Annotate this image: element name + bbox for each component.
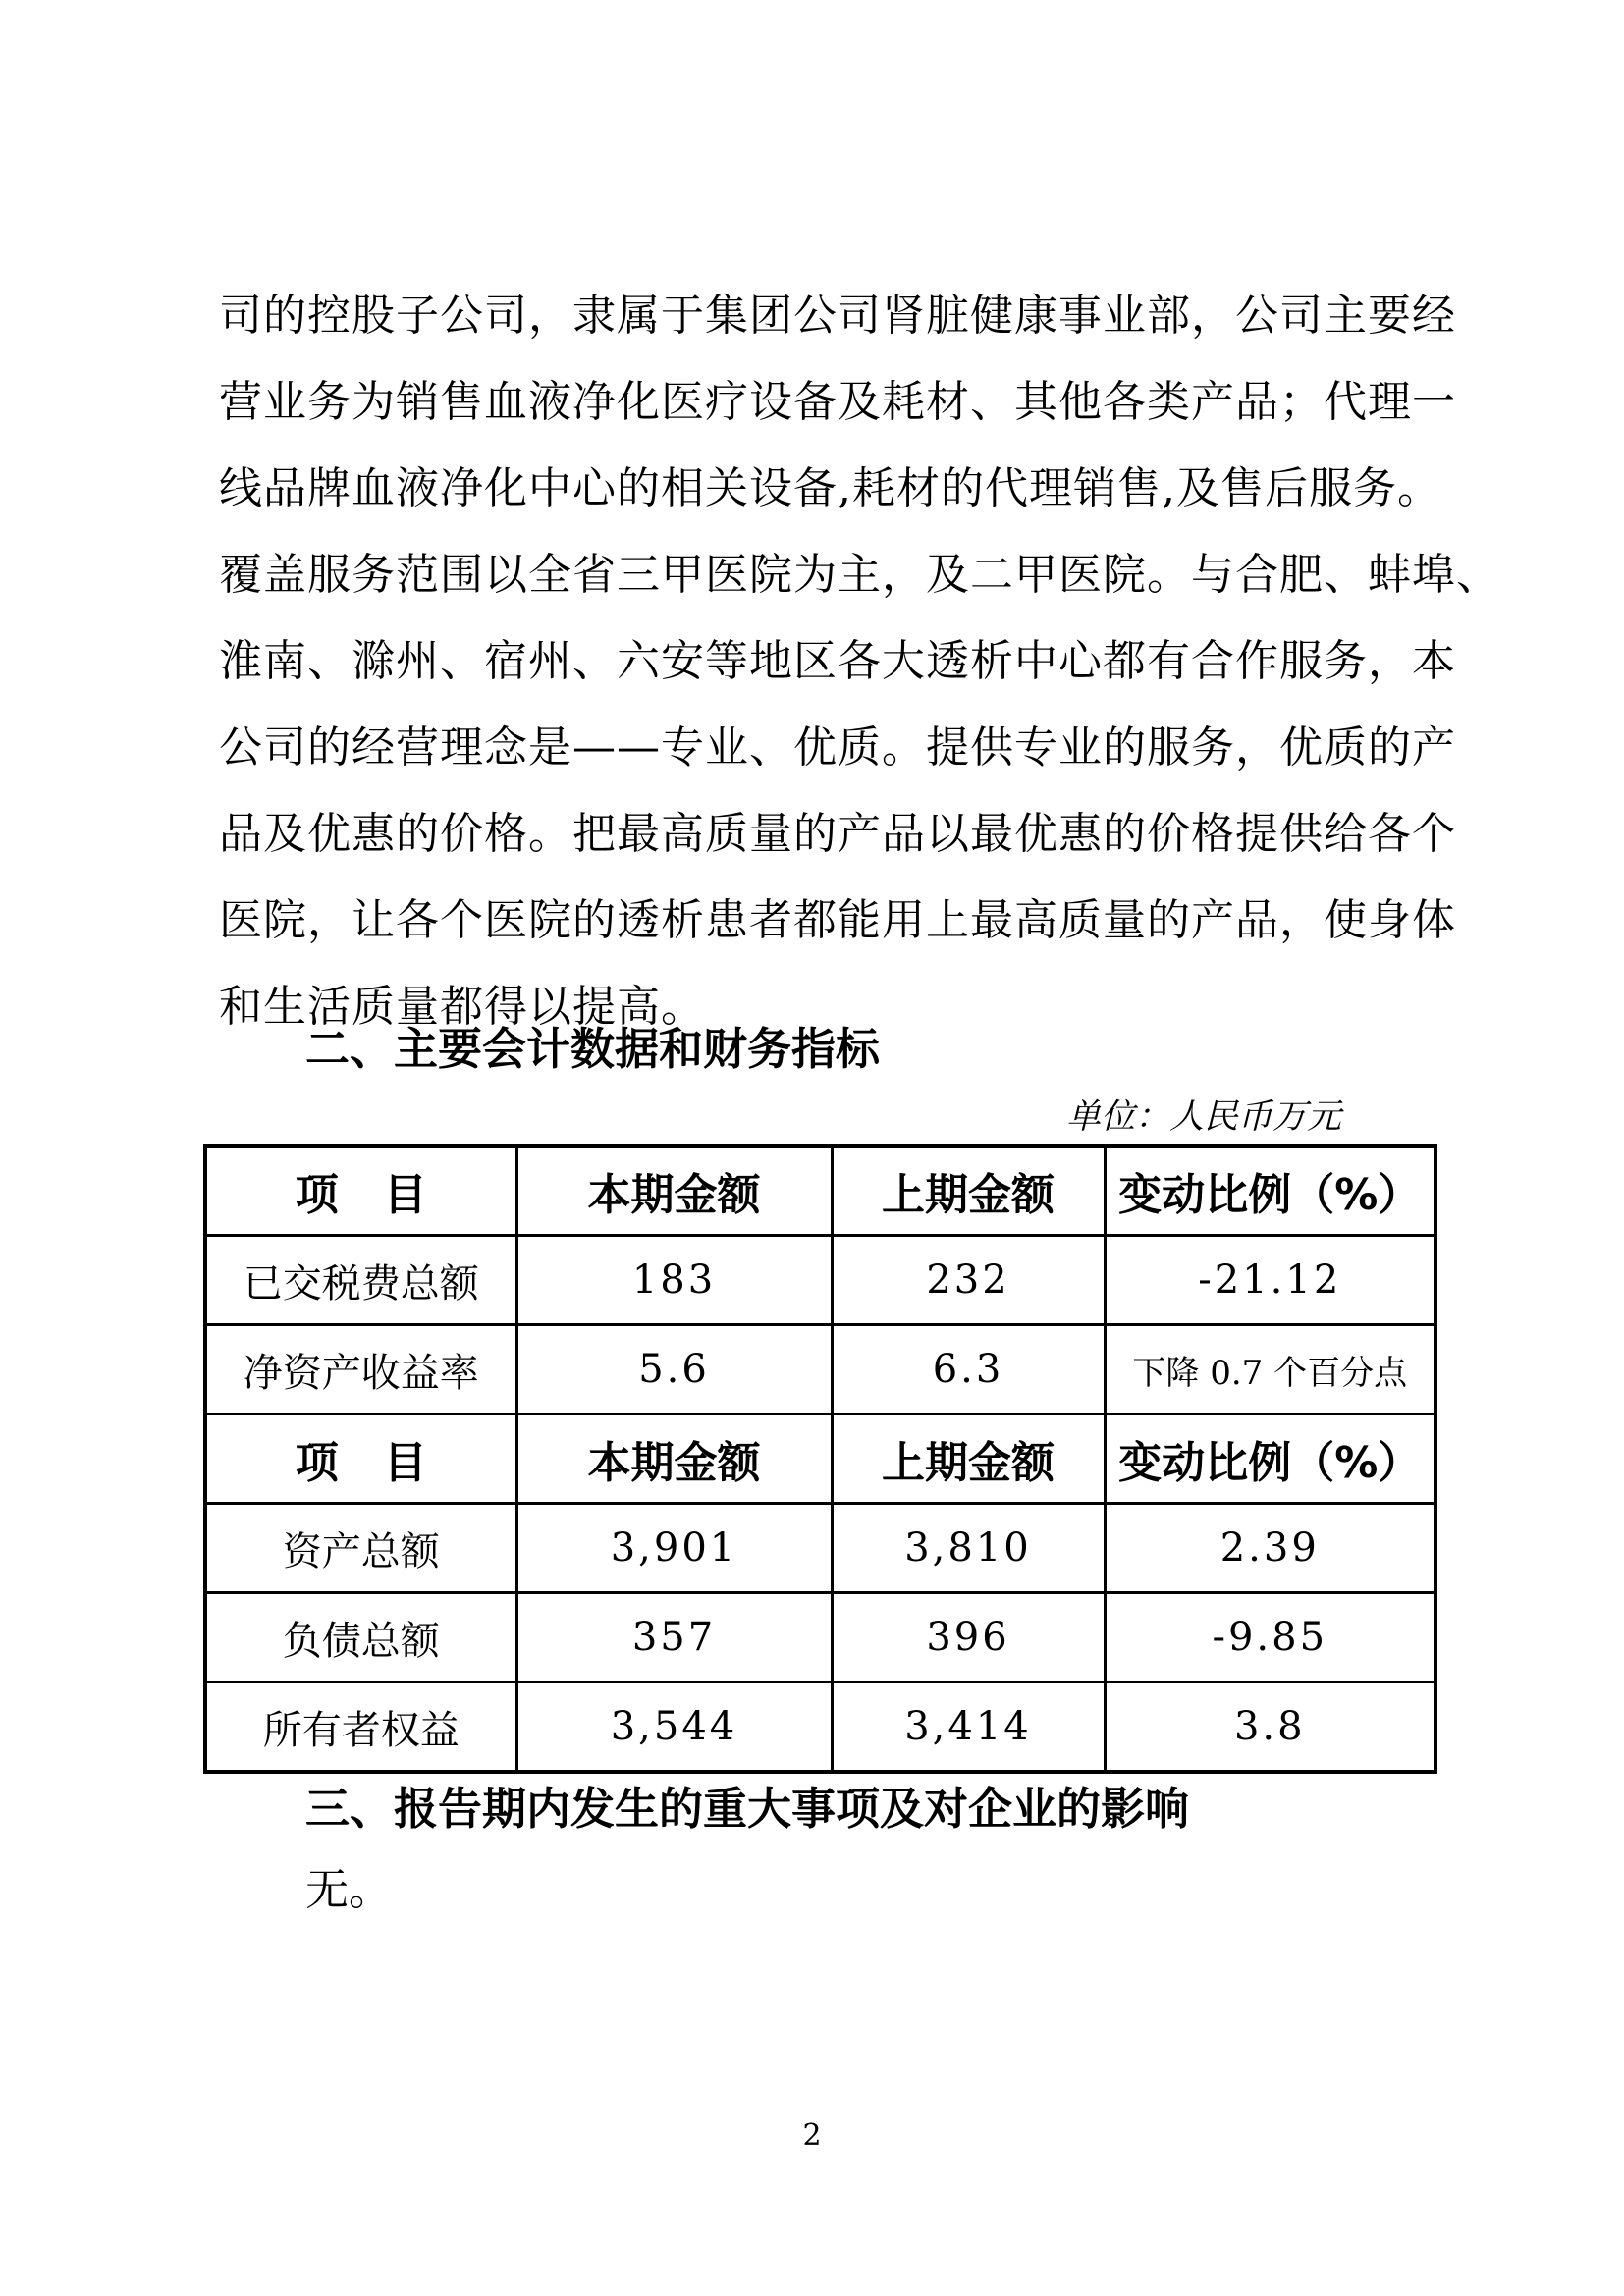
table-cell: 3,901: [516, 1504, 832, 1593]
table-cell: 183: [516, 1236, 832, 1325]
paragraph-line: 公司的经营理念是——专业、优质。提供专业的服务，优质的产: [219, 722, 1456, 773]
table-cell: 资产总额: [205, 1504, 516, 1593]
table-cell: 所有者权益: [205, 1682, 516, 1773]
paragraph-line: 医院，让各个医院的透析患者都能用上最高质量的产品，使身体: [219, 895, 1456, 945]
table-header-cell: 变动比例（%）: [1105, 1415, 1435, 1504]
table-row: [205, 1325, 1435, 1415]
table-cell: 负债总额: [205, 1593, 516, 1682]
table-cell: 396: [832, 1593, 1105, 1682]
table-row: [205, 1593, 1435, 1682]
paragraph-line: 淮南、滁州、宿州、六安等地区各大透析中心都有合作服务，本: [219, 636, 1456, 686]
section3-content: 无。: [305, 1865, 392, 1915]
table-cell: -9.85: [1105, 1593, 1435, 1682]
table-row: [205, 1682, 1435, 1773]
page-number: 2: [802, 2118, 822, 2153]
table-cell: 2.39: [1105, 1504, 1435, 1593]
table-cell: 3,544: [516, 1682, 832, 1773]
paragraph-line: 线品牌血液净化中心的相关设备,耗材的代理销售,及售后服务。: [219, 463, 1441, 513]
table-cell: 3,414: [832, 1682, 1105, 1773]
body-paragraph: [219, 273, 1500, 1050]
table-header-cell: 上期金额: [832, 1415, 1105, 1504]
paragraph-line: 覆盖服务范围以全省三甲医院为主，及二甲医院。与合肥、蚌埠、: [219, 550, 1500, 600]
table-cell: -21.12: [1105, 1236, 1435, 1325]
table-header-cell: 项 目: [205, 1415, 516, 1504]
table-cell: 232: [832, 1236, 1105, 1325]
unit-label: 单位：人民币万元: [1066, 1097, 1342, 1137]
table-header-cell: 变动比例（%）: [1105, 1146, 1435, 1236]
paragraph-line: 司的控股子公司，隶属于集团公司肾脏健康事业部，公司主要经: [219, 291, 1456, 341]
table-header-cell: 项 目: [205, 1146, 516, 1236]
table-header-cell: 本期金额: [516, 1415, 832, 1504]
section2-heading: 二、主要会计数据和财务指标: [305, 1023, 881, 1075]
paragraph-line: 营业务为销售血液净化医疗设备及耗材、其他各类产品；代理一: [219, 377, 1456, 427]
table-cell: 6.3: [832, 1325, 1105, 1415]
table-cell: 已交税费总额: [205, 1236, 516, 1325]
paragraph-line: 和生活质量都得以提高。: [219, 982, 705, 1032]
table-header-cell: 本期金额: [516, 1146, 832, 1236]
paragraph-line: 品及优惠的价格。把最高质量的产品以最优惠的价格提供给各个: [219, 809, 1456, 859]
table-cell: 3.8: [1105, 1682, 1435, 1773]
table-cell: 净资产收益率: [205, 1325, 516, 1415]
table-header-row: [205, 1415, 1435, 1504]
table-header-cell: 上期金额: [832, 1146, 1105, 1236]
table-header-row: [205, 1146, 1435, 1236]
section3-heading: 三、报告期内发生的重大事项及对企业的影响: [305, 1783, 1190, 1835]
table-cell: 5.6: [516, 1325, 832, 1415]
table-cell: 3,810: [832, 1504, 1105, 1593]
table-cell: 357: [516, 1593, 832, 1682]
financial-table: [203, 1144, 1437, 1774]
table-row: [205, 1236, 1435, 1325]
table-cell: 下降 0.7 个百分点: [1105, 1325, 1435, 1415]
table-row: [205, 1504, 1435, 1593]
